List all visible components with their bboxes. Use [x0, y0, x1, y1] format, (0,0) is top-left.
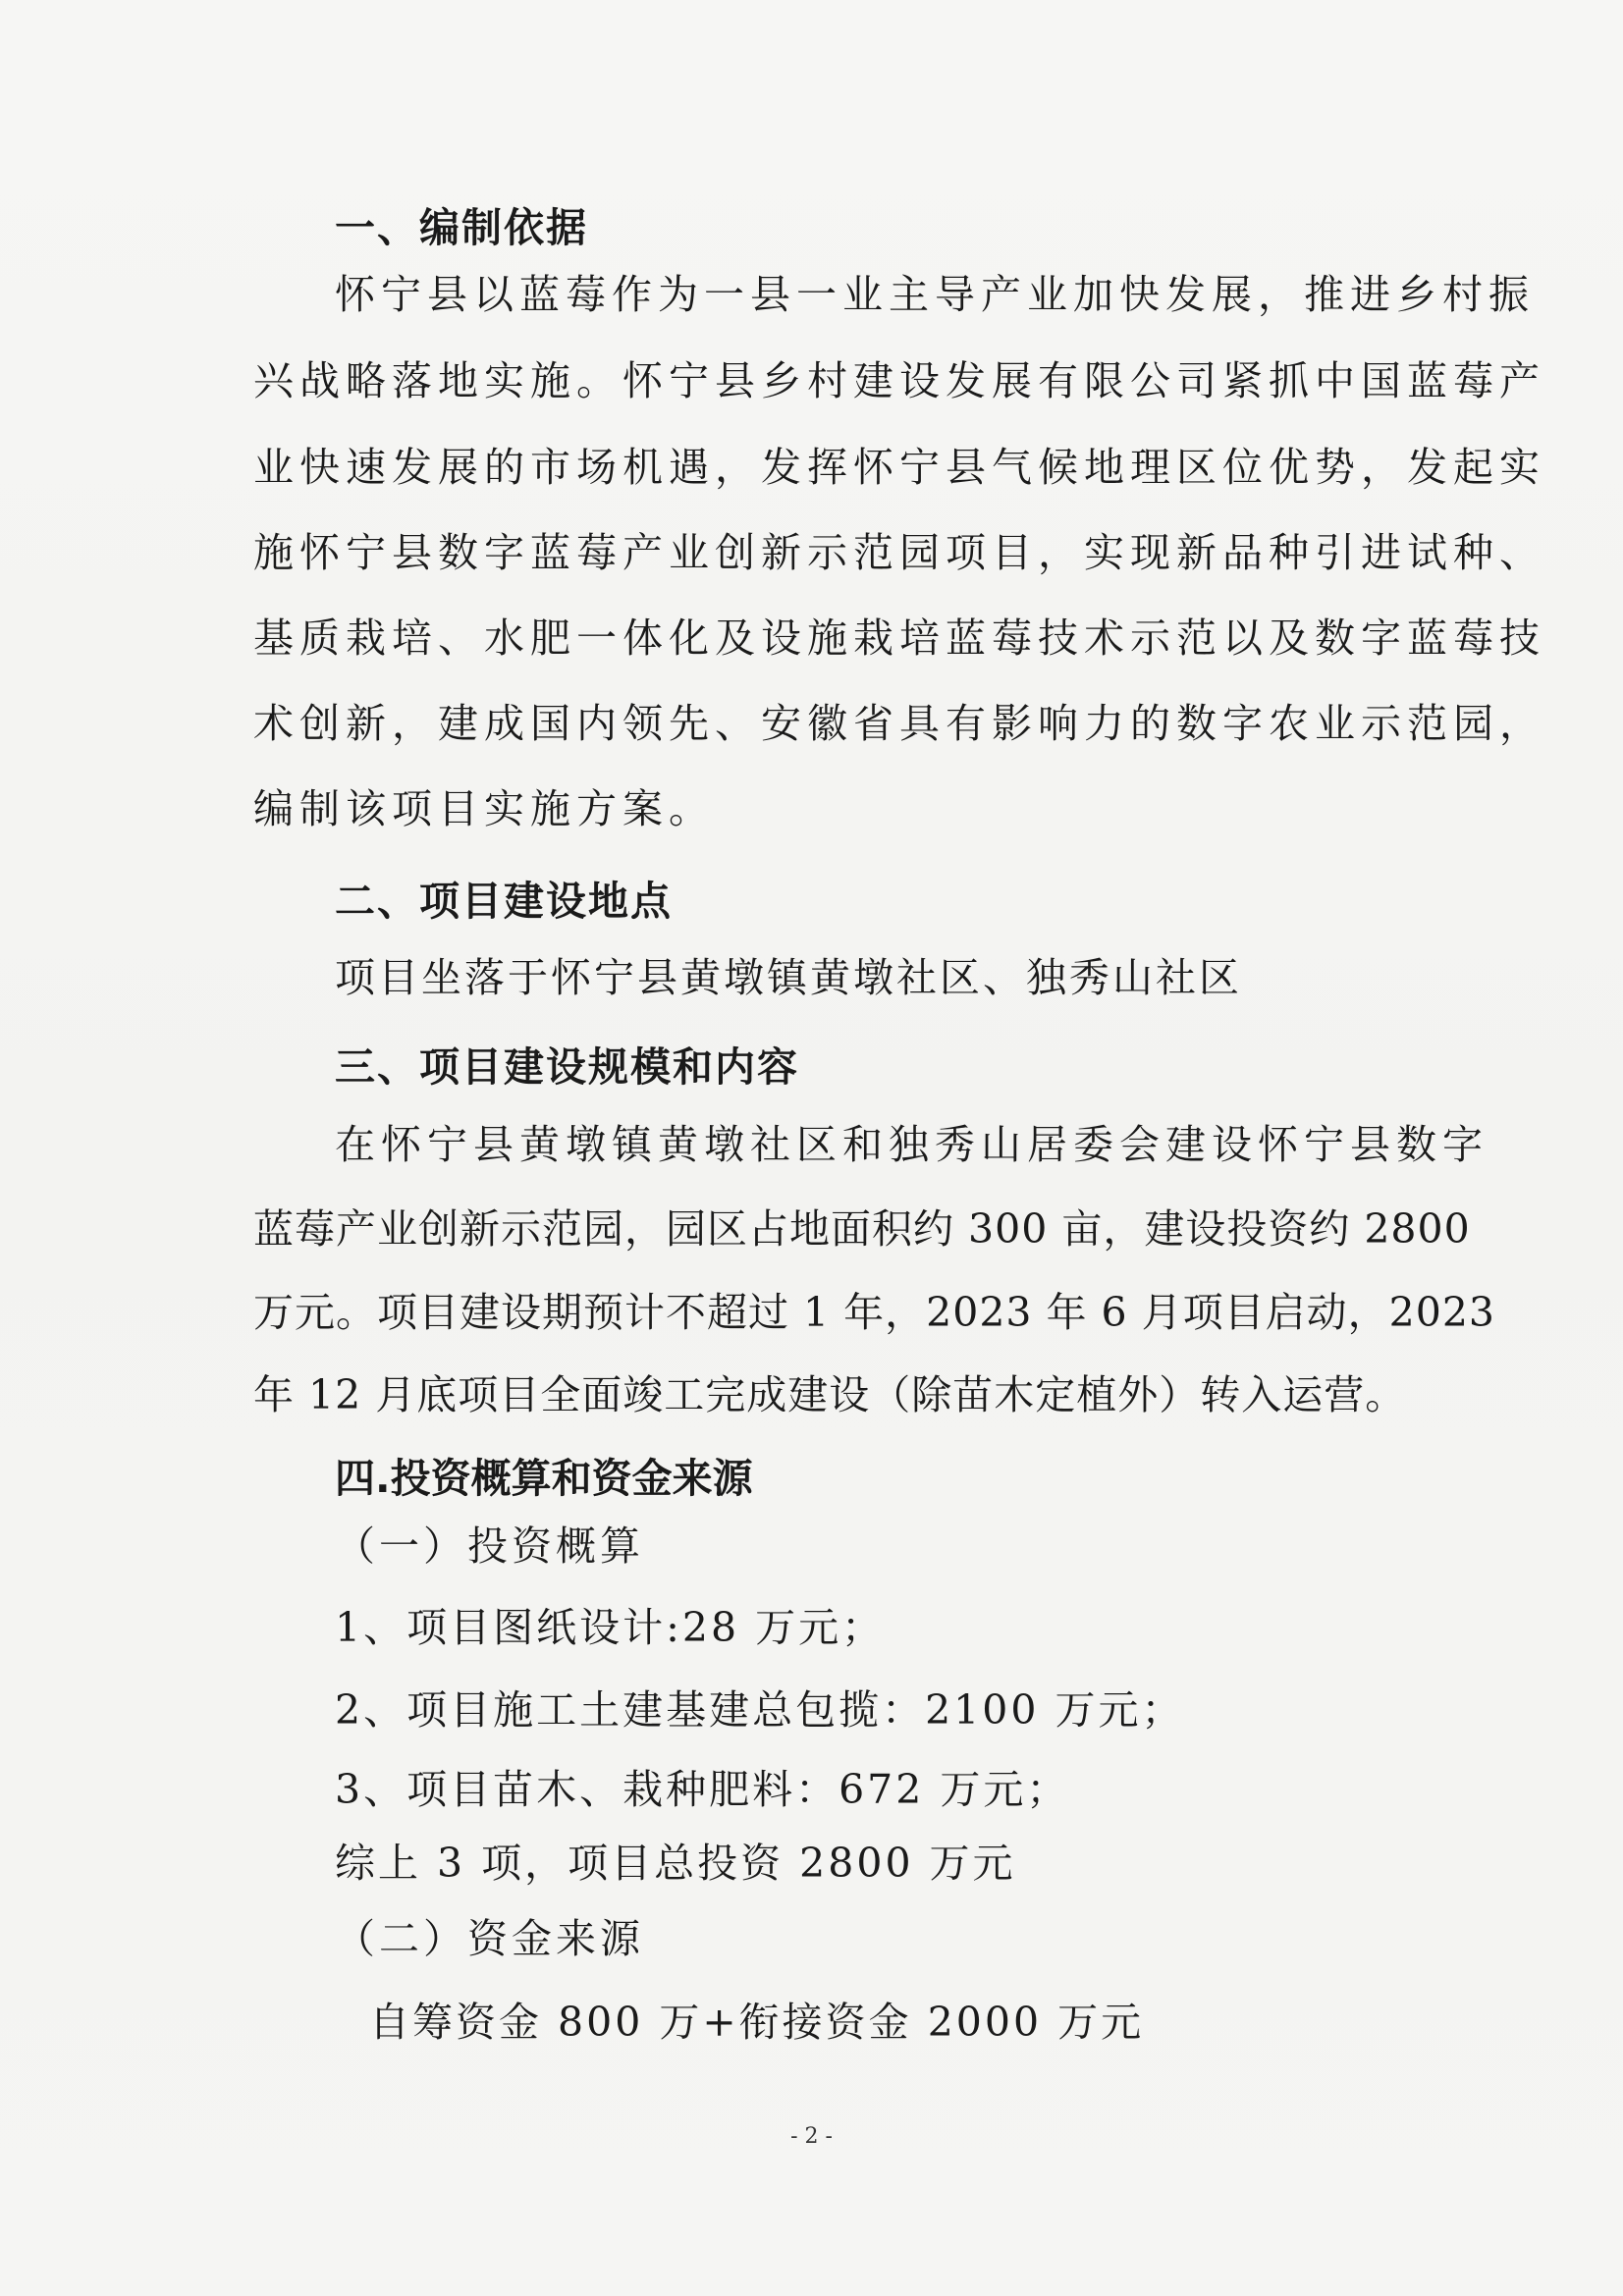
paragraph-line: 项目坐落于怀宁县黄墩镇黄墩社区、独秀山社区 — [335, 954, 1242, 1001]
section-heading-location: 二、项目建设地点 — [335, 878, 673, 925]
budget-item: 1、项目图纸设计:28 万元； — [335, 1604, 886, 1651]
paragraph-line: 编制该项目实施方案。 — [253, 785, 715, 832]
paragraph-line: 业快速发展的市场机遇，发挥怀宁县气候地理区位优势，发起实 — [253, 444, 1545, 491]
paragraph-line: 兴战略落地实施。怀宁县乡村建设发展有限公司紧抓中国蓝莓产 — [253, 357, 1545, 404]
budget-total: 综上 3 项，项目总投资 2800 万元 — [335, 1840, 1016, 1887]
section-heading-scale: 三、项目建设规模和内容 — [335, 1043, 799, 1091]
budget-item: 2、项目施工土建基建总包揽：2100 万元； — [335, 1686, 1185, 1734]
paragraph-line: 万元。项目建设期预计不超过 1 年，2023 年 6 月项目启动，2023 — [253, 1289, 1496, 1336]
paragraph-line: 蓝莓产业创新示范园，园区占地面积约 300 亩，建设投资约 2800 — [253, 1205, 1471, 1253]
section-heading-basis: 一、编制依据 — [335, 204, 588, 251]
paragraph-line: 年 12 月底项目全面竣工完成建设（除苗木定植外）转入运营。 — [253, 1371, 1407, 1418]
paragraph-line: 术创新，建成国内领先、安徽省具有影响力的数字农业示范园， — [253, 700, 1545, 747]
paragraph-line: 施怀宁县数字蓝莓产业创新示范园项目，实现新品种引进试种、 — [253, 529, 1545, 576]
section-heading-investment: 四.投资概算和资金来源 — [335, 1455, 753, 1502]
page-number: - 2 - — [790, 2124, 833, 2149]
subsection-heading-budget: （一）投资概算 — [335, 1522, 644, 1570]
paragraph-line: 基质栽培、水肥一体化及设施栽培蓝莓技术示范以及数字蓝莓技 — [253, 614, 1545, 662]
subsection-heading-funding: （二）资金来源 — [335, 1915, 644, 1962]
funding-sources: 自筹资金 800 万+衔接资金 2000 万元 — [369, 1999, 1145, 2046]
paragraph-line: 怀宁县以蓝莓作为一县一业主导产业加快发展，推进乡村振 — [335, 271, 1535, 318]
paragraph-line: 在怀宁县黄墩镇黄墩社区和独秀山居委会建设怀宁县数字 — [335, 1121, 1488, 1168]
budget-item: 3、项目苗木、栽种肥料：672 万元； — [335, 1766, 1070, 1813]
